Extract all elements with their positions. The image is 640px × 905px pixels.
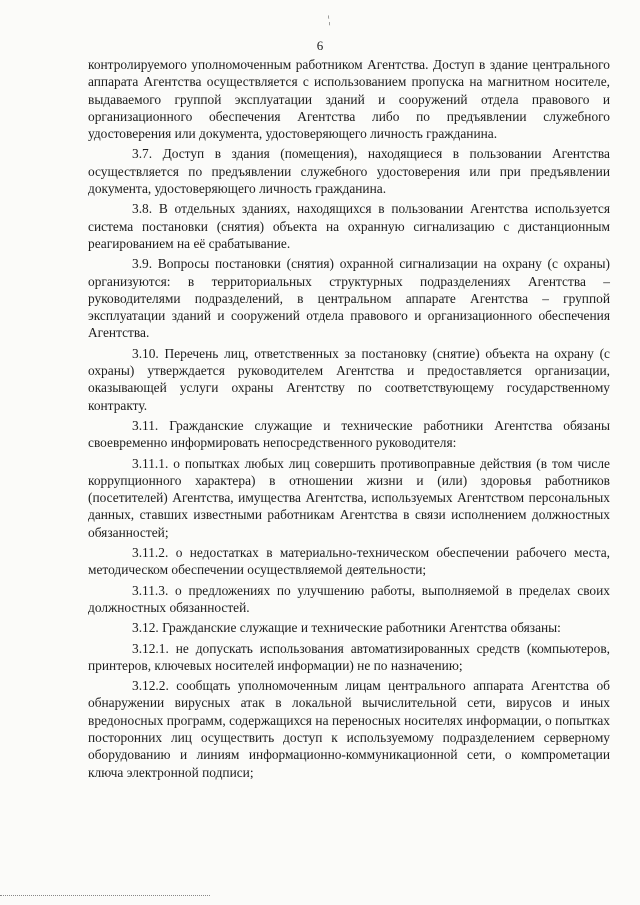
page-number: 6 — [316, 38, 324, 53]
document-body — [88, 56, 610, 781]
paragraph-continuation: контролируемого уполномоченным работником Агентства. Доступ в здание центрального аппарата Агентства осуществляется с использованием пропуска на магнитном носителе, выдаваемого группой эксплуатации зданий и сооружений отдела правового и организационного обеспечения Агентства либо по предъявлении служебного удостоверения или документа, удостоверяющего личность гражданина. — [88, 57, 610, 142]
paragraph-3-8: 3.8. В отдельных зданиях, находящихся в пользовании Агентства используется система постановки (снятия) объекта на охранную сигнализацию с дистанционным реагированием на её срабатывание. — [88, 201, 610, 251]
paragraph-3-9: 3.9. Вопросы постановки (снятия) охранной сигнализации на охрану (с охраны) организуются: в территориальных структурных подразделениях Агентства – руководителями подразделений, в центральном аппарате Агентства – группой эксплуатации зданий и сооружений отдела правового и организационного обеспечения Агентства. — [88, 256, 610, 341]
paragraph-3-11-3: 3.11.3. о предложениях по улучшению работы, выполняемой в пределах своих должностных обязанностей. — [88, 582, 610, 615]
paragraph-3-11: 3.11. Гражданские служащие и технические работники Агентства обязаны своевременно информировать непосредственного руководителя: — [88, 417, 610, 451]
paragraph-3-11-2: 3.11.2. о недостатках в материально-техническом обеспечении рабочего места, методическом обеспечении осуществляемой деятельности; — [88, 545, 610, 578]
paragraph-3-12-1: 3.12.1. не допускать использования автоматизированных средств (компьютеров, принтеров, ключевых носителей информации) не по назначению; — [88, 640, 610, 673]
scan-mark: ¦ — [327, 13, 332, 27]
paragraph-3-11-1: 3.11.1. о попытках любых лиц совершить противоправные действия (в том числе коррупционного характера) в отношении жизни и (или) здоровья работников (посетителей) Агентства, имущества Агентства, используемых Агентством персональных данных, ставших известными работникам Агентства в связи исполнением должностных обязанностей; — [88, 455, 610, 540]
paragraph-3-7: 3.7. Доступ в здания (помещения), находящиеся в пользовании Агентства осуществляется по предъявлении служебного удостоверения или при предъявлении документа, удостоверяющего личность гражданина. — [88, 146, 610, 197]
paragraph-3-10: 3.10. Перечень лиц, ответственных за постановку (снятие) объекта на охрану (с охраны) утверждается руководителем Агентства и предоставляется организации, оказывающей услуги охраны Агентству по соответствующему государственному контракту. — [88, 345, 610, 413]
paragraph-3-12: 3.12. Гражданские служащие и технические работники Агентства обязаны: — [132, 620, 561, 636]
scan-edge-divider — [0, 895, 210, 897]
paragraph-3-12-2: 3.12.2. сообщать уполномоченным лицам центрального аппарата Агентства об обнаружении вирусных атак в локальной вычислительной сети, вирусов и иных вредоносных программ, содержащихся на переносных носителях информации, о попытках посторонних лиц осуществить доступ к используемому подразделением серверному оборудованию и линиям информационно-коммуникационной сети, о компрометации ключа электронной подписи; — [88, 678, 610, 780]
